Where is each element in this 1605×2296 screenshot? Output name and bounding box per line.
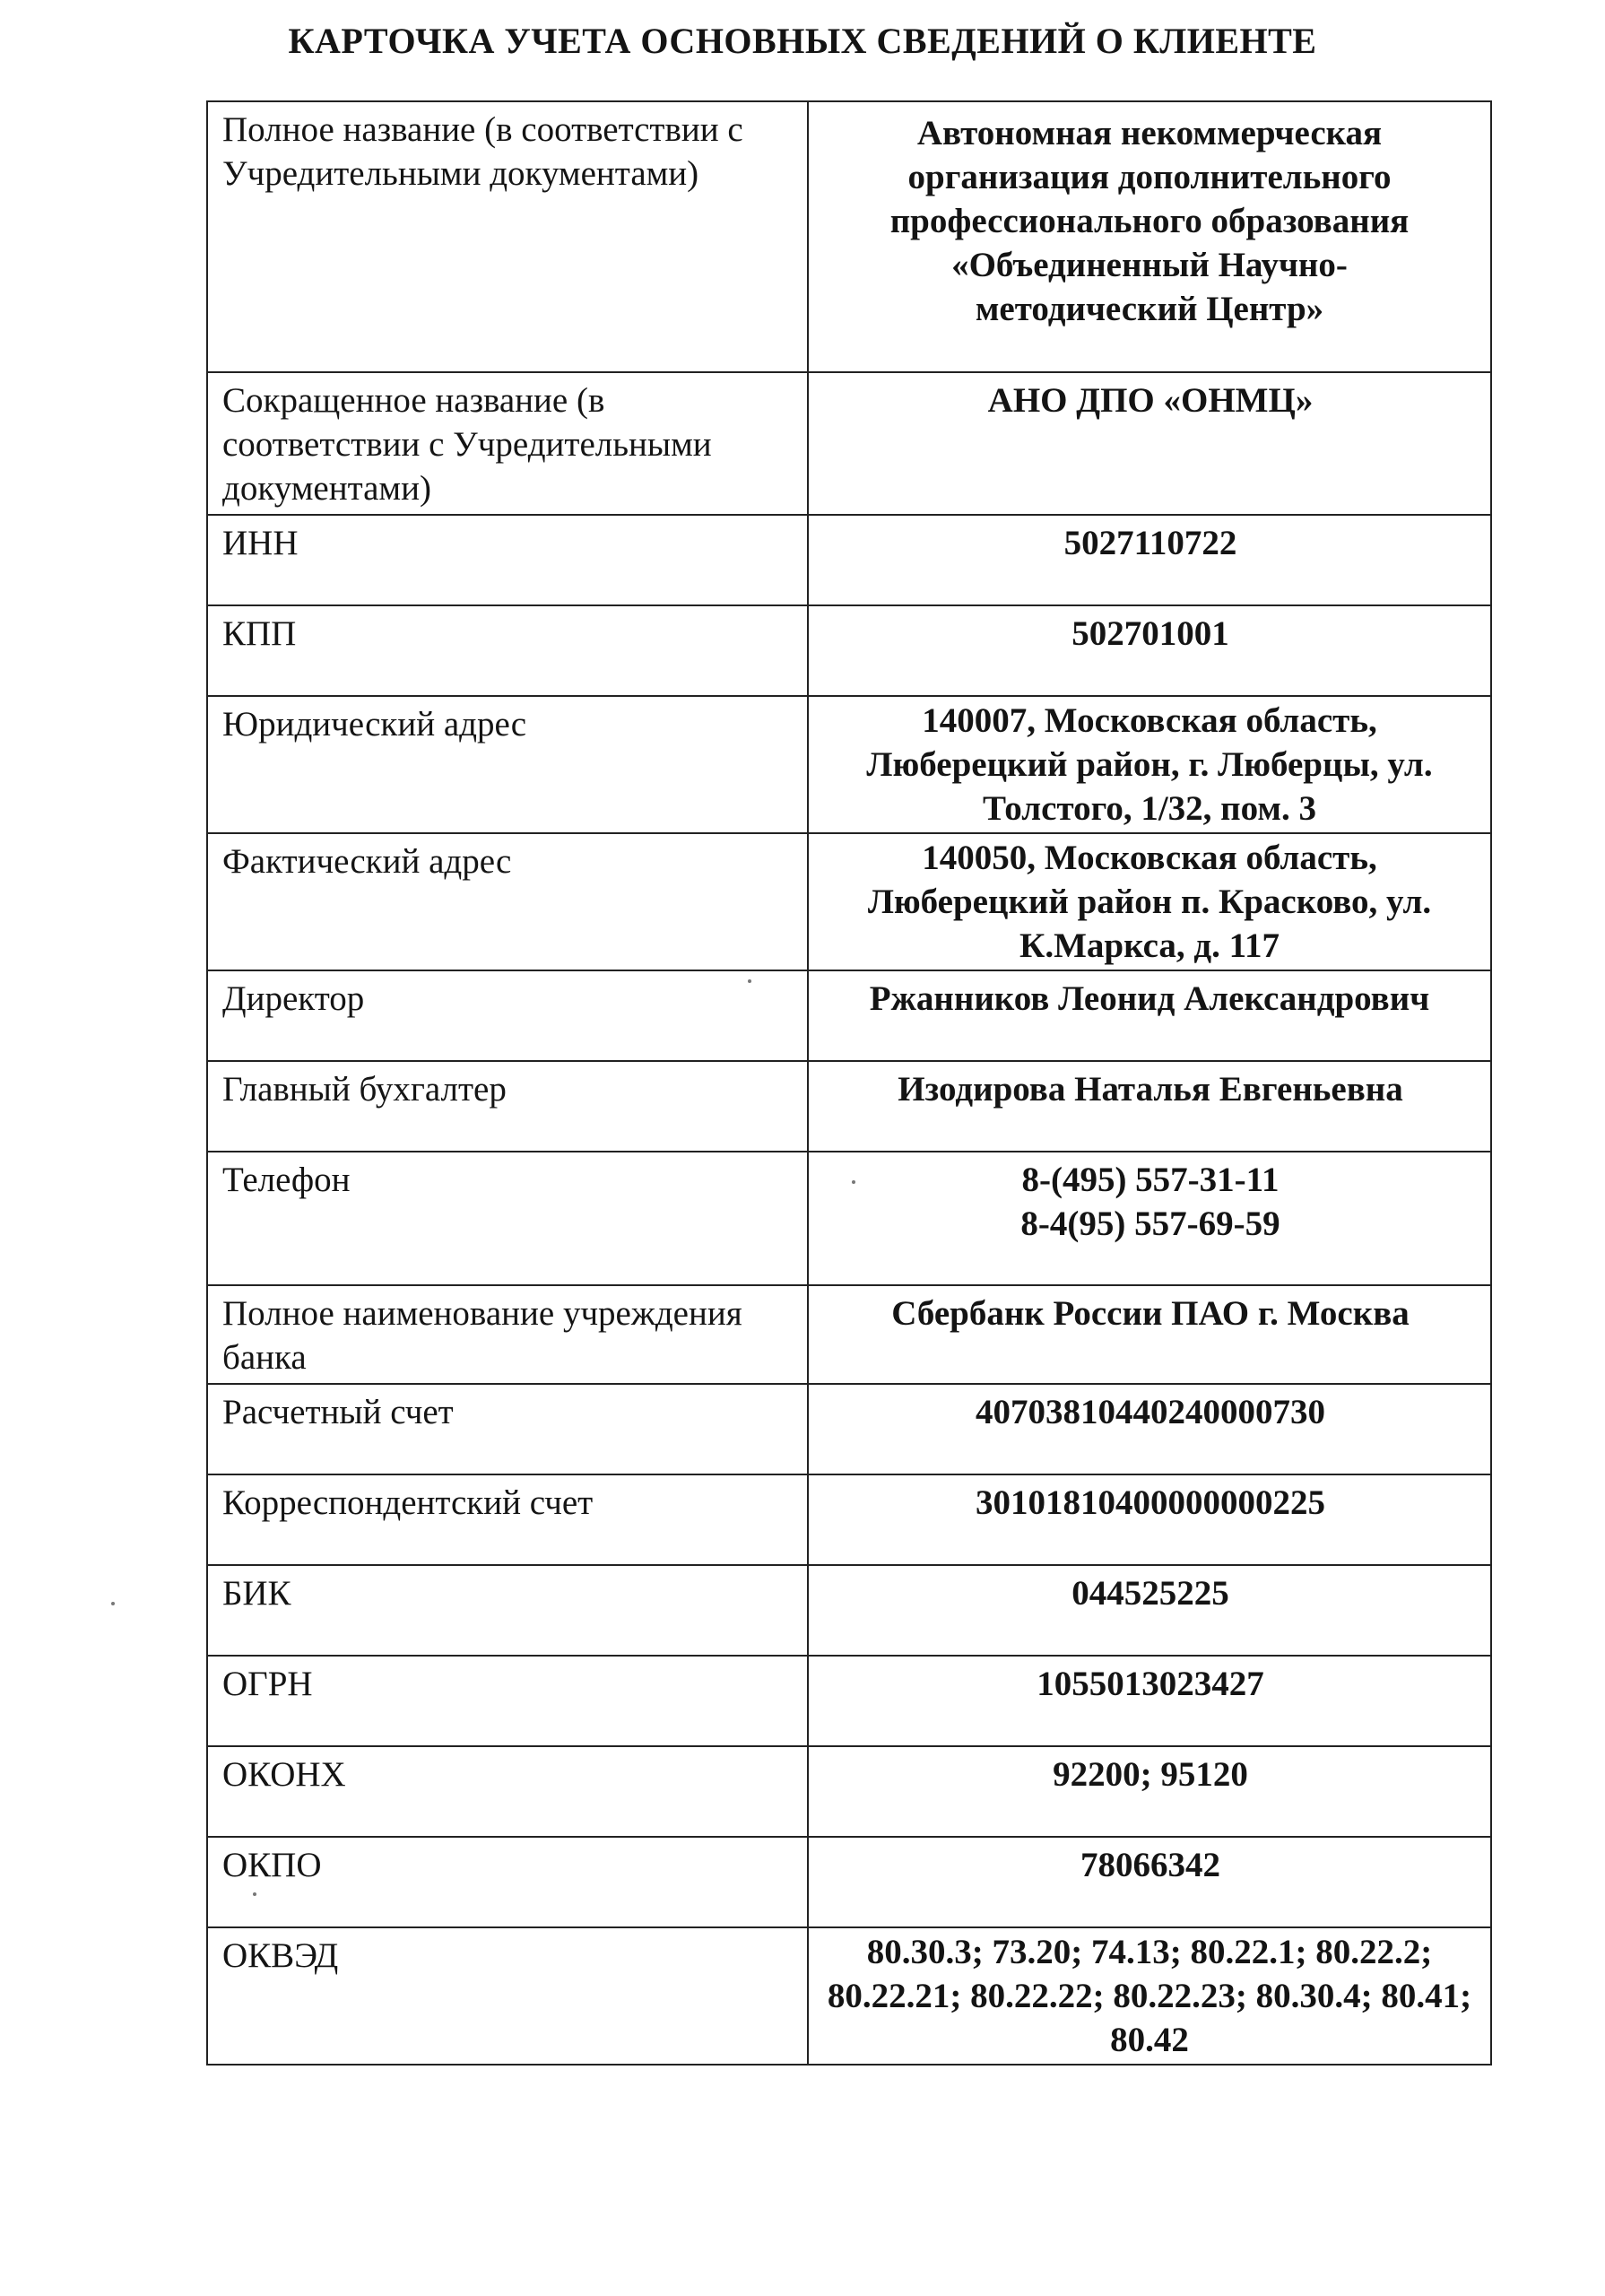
phone-number-2: 8-4(95) 557-69-59 (1020, 1205, 1280, 1243)
correspondent-account-label: Корреспондентский счет (207, 1474, 808, 1565)
row-okonh (207, 1746, 1491, 1837)
row-actual-address (207, 833, 1491, 970)
scan-speck (748, 979, 751, 983)
director-label: Директор (207, 970, 808, 1061)
scan-speck (253, 1892, 256, 1896)
kpp-value: 502701001 (808, 605, 1491, 696)
correspondent-account-value: 30101810400000000225 (808, 1474, 1491, 1565)
okved-label: ОКВЭД (207, 1927, 808, 2065)
okonh-label: ОКОНХ (207, 1746, 808, 1837)
row-bik (207, 1565, 1491, 1656)
full-name-label: Полное название (в соответствии с Учредительными документами) (207, 101, 808, 372)
row-director (207, 970, 1491, 1061)
ogrn-value: 1055013023427 (808, 1656, 1491, 1746)
short-name-value: АНО ДПО «ОНМЦ» (808, 372, 1491, 515)
scan-speck (852, 1180, 855, 1184)
phone-number-1: 8-(495) 557-31-11 (1021, 1161, 1280, 1199)
ogrn-label: ОГРН (207, 1656, 808, 1746)
chief-accountant-value: Изодирова Наталья Евгеньевна (808, 1061, 1491, 1152)
client-info-table (206, 100, 1492, 2066)
row-chief-accountant (207, 1061, 1491, 1152)
legal-address-value: 140007, Московская область, Люберецкий район, г. Люберцы, ул. Толстого, 1/32, пом. 3 (808, 696, 1491, 833)
short-name-label: Сокращенное название (в соответствии с Учредительными документами) (207, 372, 808, 515)
row-ogrn (207, 1656, 1491, 1746)
okonh-value: 92200; 95120 (808, 1746, 1491, 1837)
okpo-label: ОКПО (207, 1837, 808, 1927)
scan-speck (111, 1602, 115, 1605)
row-phone (207, 1152, 1491, 1285)
row-okpo (207, 1837, 1491, 1927)
director-value: Ржанников Леонид Александрович (808, 970, 1491, 1061)
row-full-name (207, 101, 1491, 372)
chief-accountant-label: Главный бухгалтер (207, 1061, 808, 1152)
bank-name-label: Полное наименование учреждения банка (207, 1285, 808, 1384)
row-kpp (207, 605, 1491, 696)
settlement-account-label: Расчетный счет (207, 1384, 808, 1474)
row-bank-name (207, 1285, 1491, 1384)
actual-address-value: 140050, Московская область, Люберецкий район п. Красково, ул. К.Маркса, д. 117 (808, 833, 1491, 970)
row-inn (207, 515, 1491, 605)
row-settlement-account (207, 1384, 1491, 1474)
okpo-value: 78066342 (808, 1837, 1491, 1927)
bik-label: БИК (207, 1565, 808, 1656)
settlement-account-value: 40703810440240000730 (808, 1384, 1491, 1474)
full-name-value: Автономная некоммерческая организация дополнительного профессионального образования «Объединенный Научно-методический Центр» (808, 101, 1491, 372)
phone-value (808, 1152, 1491, 1285)
phone-label: Телефон (207, 1152, 808, 1285)
inn-value: 5027110722 (808, 515, 1491, 605)
actual-address-label: Фактический адрес (207, 833, 808, 970)
bik-value: 044525225 (808, 1565, 1491, 1656)
row-legal-address (207, 696, 1491, 833)
bank-name-value: Сбербанк России ПАО г. Москва (808, 1285, 1491, 1384)
document-title: КАРТОЧКА УЧЕТА ОСНОВНЫХ СВЕДЕНИЙ О КЛИЕНТЕ (288, 21, 1317, 61)
legal-address-label: Юридический адрес (207, 696, 808, 833)
kpp-label: КПП (207, 605, 808, 696)
inn-label: ИНН (207, 515, 808, 605)
okved-value: 80.30.3; 73.20; 74.13; 80.22.1; 80.22.2; 80.22.21; 80.22.22; 80.22.23; 80.30.4; 80.41; 80.42 (808, 1927, 1491, 2065)
row-okved (207, 1927, 1491, 2065)
row-short-name (207, 372, 1491, 515)
row-correspondent-account (207, 1474, 1491, 1565)
